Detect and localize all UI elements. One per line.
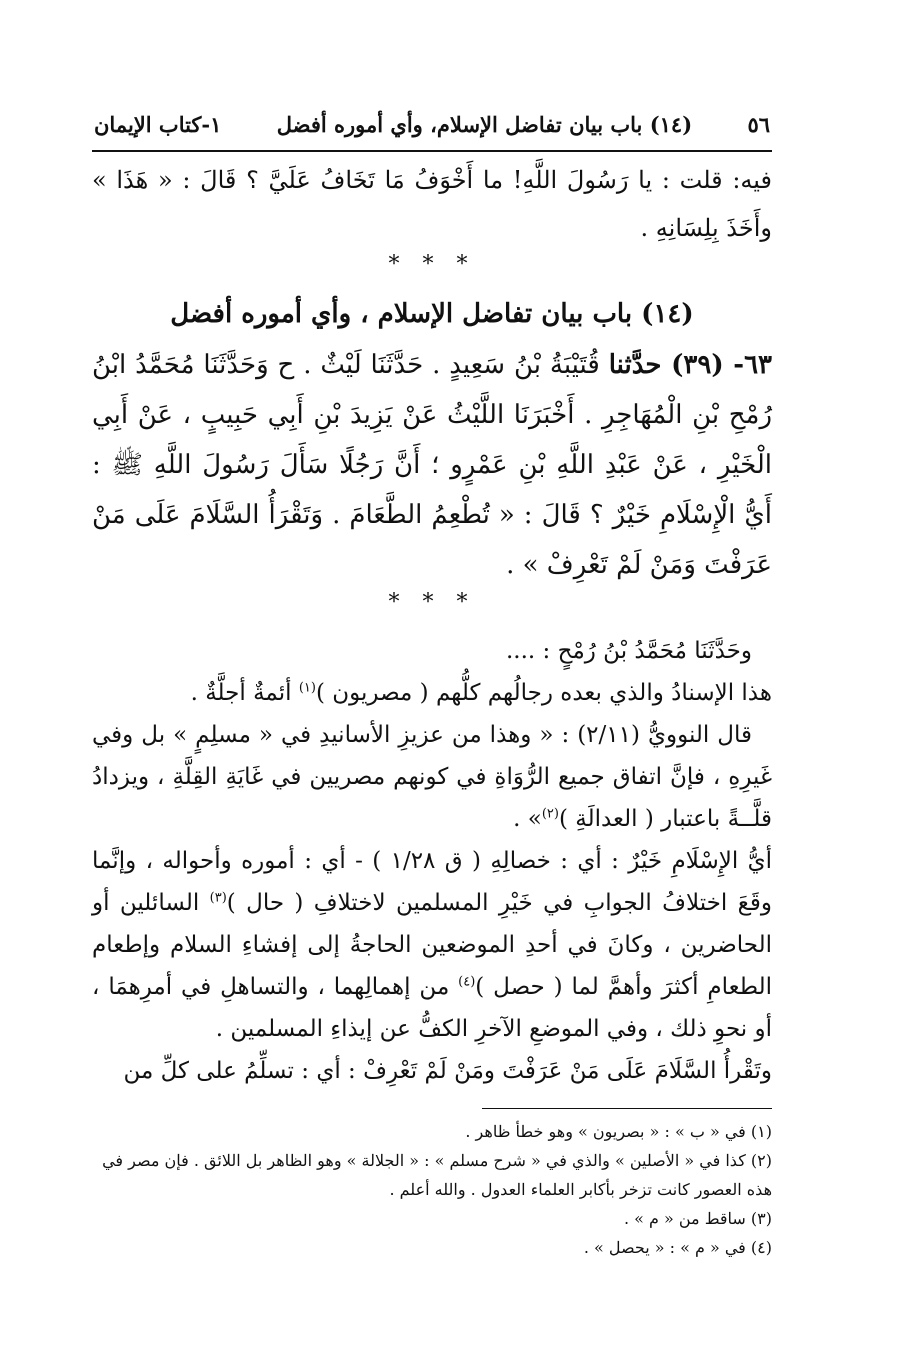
book-title: ١-كتاب الإيمان bbox=[94, 112, 222, 137]
footnote-1: (١) في « ب » : « بصريون » وهو خطأ ظاهر . bbox=[465, 1122, 772, 1141]
commentary-paragraph-4: وتَقْرأُ السَّلَامَ عَلَى مَنْ عَرَفْتَ ومَنْ لَمْ تَعْرِفْ : أي : تسلِّمُ على كلِّ من bbox=[123, 1058, 772, 1084]
chapter-title: (١٤) باب بيان تفاضل الإسلام ، وأي أموره أفضل bbox=[170, 299, 694, 329]
commentary-paragraph-3: أيُّ الإِسْلَامِ خَيْرٌ : أي : خصالِهِ ( ق ١/٢٨ ) - أي : أموره وأحواله ، وإنَّما وقَعَ اختلافُ الجوابِ في خَيْرِ المسلمين لاختلافِ ( حال )$^{(٣)}$ السائلين أو الحاضرين ، وكانَ في أحدِ الموضعين الحاجةُ إلى إفشاءِ السلام وإطعام الطعامِ أكثرَ وأهمَّ لما ( حصل )$^{(٤)}$ من إهمالِهما ، والتساهلِ في أمرِهمَا ، أو نحوِ ذلك ، وفي الموضعِ الآخرِ الكفُّ عن إيذاءِ المسلمين . bbox=[92, 848, 772, 1042]
footnote-ref: (٤) bbox=[458, 974, 476, 990]
footnote-ref: (٣) bbox=[209, 890, 227, 906]
section-title: (١٤) باب بيان تفاضل الإسلام، وأي أموره أفضل bbox=[276, 112, 693, 137]
footnote-2: (٢) كذا في « الأصلين » والذي في « شرح مسلم » : « الجلالة » وهو الظاهر بل اللائق . فإن مصر في هذه العصور كانت تزخر بأكابر العلماء العدول . والله أعلم . bbox=[102, 1151, 772, 1199]
intro-paragraph bbox=[92, 156, 772, 252]
separator-stars: * * * bbox=[388, 252, 476, 277]
hadith-text: قُتَيْبَةُ بْنُ سَعِيدٍ . حَدَّثَنَا لَيْثٌ . ح وَحَدَّثَنَا مُحَمَّدُ ابْنُ رُمْحِ بْنِ الْمُهَاجِرِ . أَخْبَرَنَا اللَّيْثُ عَنْ يَزِيدَ بْنِ أَبِي حَبِيبٍ ، عَنْ أَبِي الْخَيْرِ ، عَنْ عَبْدِ اللَّهِ بْنِ عَمْرٍو ؛ أَنَّ رَجُلًا سَأَلَ رَسُولَ اللَّهِ ﷺ : أَيُّ الْإِسْلَامِ خَيْرٌ ؟ قَالَ : « تُطْعِمُ الطَّعَامَ . وَتَقْرَأُ السَّلَامَ عَلَى مَنْ عَرَفْتَ وَمَنْ لَمْ تَعْرِفْ » . bbox=[92, 350, 772, 580]
footnote-divider bbox=[482, 1108, 772, 1109]
hadith-paragraph bbox=[92, 340, 772, 590]
footnote-4: (٤) في « م » : « يحصل » . bbox=[583, 1238, 772, 1257]
commentary-line-chain: وحَدَّثَنَا مُحَمَّدُ بْنُ رُمْحٍ : .... bbox=[505, 638, 752, 664]
footnotes bbox=[92, 1117, 772, 1262]
footnote-ref: (١) bbox=[298, 680, 316, 696]
hadith-number: ٦٣- (٣٩) حدَّثنا bbox=[608, 350, 773, 380]
book-page bbox=[92, 112, 772, 1262]
page-number: ٥٦ bbox=[747, 112, 770, 137]
commentary-paragraph-2: قال النوويُّ (٢/١١) : « وهذا من عزيزِ الأسانيدِ في « مسلِمٍ » بل وفي غَيرِهِ ، فإنَّ اتفاق جميع الرُّوَاةِ في كونهم مصريين في غَايَةِ القِلَّةِ ، ويزدادُ قلَّــةً باعتبار ( العدالَةِ )$^{(٢)}$» . bbox=[92, 722, 772, 832]
footnote-3: (٣) ساقط من « م » . bbox=[623, 1209, 772, 1228]
page-header bbox=[92, 112, 772, 152]
footnote-ref: (٢) bbox=[541, 806, 559, 822]
commentary bbox=[92, 630, 772, 1092]
separator-stars-2: * * * bbox=[388, 590, 476, 615]
intro-text: فيه: قلت : يا رَسُولَ اللَّهِ! ما أَخْوَفُ مَا تَخَافُ عَلَيَّ ؟ قَالَ : « هَذَا » وأَخَذَ بِلِسَانِهِ . bbox=[92, 166, 772, 242]
commentary-paragraph-1: هذا الإسنادُ والذي بعده رجالُهم كلُّهم ( مصريون )$^{(١)}$ أئمةٌ أجلَّةٌ . bbox=[190, 680, 772, 706]
